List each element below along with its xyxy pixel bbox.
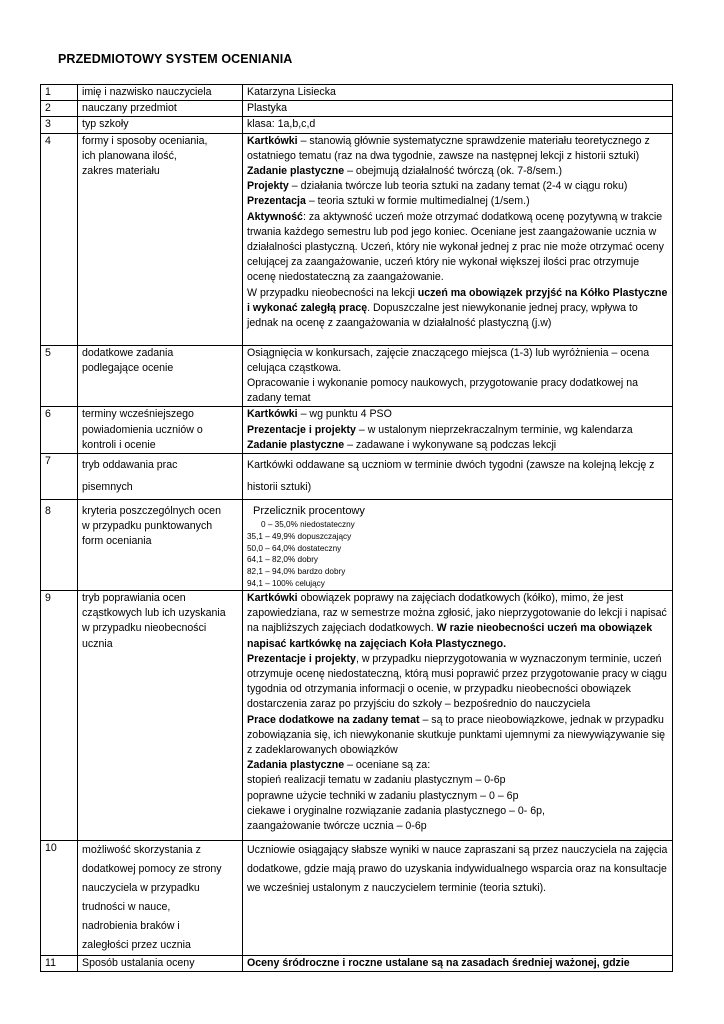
criterion-line: zaangażowanie twórcze ucznia – 0-6p <box>247 820 427 833</box>
label-line: Sposób ustalania oceny <box>82 957 195 970</box>
label-line: zakres materiału <box>82 165 160 178</box>
text: obowiązek poprawy na zajęciach dodatkowych (kółko), mimo, że jest zapowiedziana, raz w semestrze można zgłosić, jako nieprzygotowanie do lekcji i napisać na najbliższych zajęciach dodatkowych. <box>247 592 667 635</box>
paragraph: Opracowanie i wykonanie pomocy naukowych, przygotowanie pracy dodatkowej na zadany temat <box>247 377 639 405</box>
row-label <box>78 101 243 117</box>
grade-scale-heading: Przelicznik procentowy <box>253 505 365 518</box>
label-line: tryb oddawania prac <box>82 459 178 472</box>
table-row <box>41 133 673 345</box>
text: W przypadku nieobecności na lekcji <box>247 286 418 299</box>
bold-term: Oceny śródroczne i roczne ustalane są na zasadach średniej ważonej, gdzie <box>247 957 630 970</box>
label-line: kontroli i ocenie <box>82 438 156 451</box>
criterion-line: stopień realizacji tematu w zadaniu plastycznym – 0-6p <box>247 774 506 787</box>
row-value: Plastyka <box>243 101 673 117</box>
bold-term: Zadanie plastyczne <box>247 165 345 178</box>
line <box>247 423 668 438</box>
label-line: ucznia <box>82 637 113 650</box>
row-value: Uczniowie osiągający słabsze wyniki w nauce zapraszani są przez nauczyciela na zajęcia dodatkowe, gdzie mają prawo do uzyskania indywidualnego wsparcia oraz na konsultacje we wcześniej ustalonym z nauczycielem terminie (teoria sztuki). <box>243 841 673 956</box>
bold-term: Projekty <box>247 180 289 193</box>
bold-term: Kartkówki <box>247 408 298 421</box>
row-number: 10 <box>41 841 78 956</box>
bold-term: Zadania plastyczne <box>247 759 345 772</box>
label-line: ich planowana ilość, <box>82 149 177 162</box>
label-line: dodatkowe zadania <box>82 346 174 359</box>
table-row <box>41 117 673 133</box>
row-label <box>78 500 243 591</box>
table-row <box>41 101 673 117</box>
bold-term: Prezentacje i projekty <box>247 423 356 436</box>
text: : za aktywność uczeń może otrzymać dodatkową ocenę pozytywną w trakcie trwania każdego semestru lub pod jego koniec. Oceniane jest zaangażowanie ucznia w działalności plastyczną. Uczeń, który nie wykonał jednej z prac nie może otrzymać oceny celującej za zaangażowanie, uczeń który nie wykonał większej ilości prac otrzymuje ocenę niedostateczną za zaangażowanie. <box>247 210 664 284</box>
row-value <box>243 345 673 407</box>
page-title: PRZEDMIOTOWY SYSTEM OCENIANIA <box>58 52 293 66</box>
row-value <box>243 591 673 841</box>
label-line: nauczany przedmiot <box>82 102 177 115</box>
label-line: cząstkowych lub ich uzyskania <box>82 607 226 620</box>
line <box>247 438 668 453</box>
row-label <box>78 133 243 345</box>
bold-term: uczeń ma obowiązek przyjść na Kółko Plastyczne i wykonać zaległą pracę <box>247 286 668 314</box>
bold-term: Prezentacja <box>247 195 306 208</box>
label-line: formy i sposoby oceniania, <box>82 134 208 147</box>
row-label <box>78 85 243 101</box>
grade-line: 94,1 – 100% celujący <box>247 579 325 589</box>
row-label <box>78 117 243 133</box>
row-value: klasa: 1a,b,c,d <box>243 117 673 133</box>
row-value <box>243 956 673 972</box>
label-line: w przypadku nieobecności <box>82 622 207 635</box>
label-line: kryteria poszczególnych ocen <box>82 505 221 518</box>
paragraph-zadania <box>247 758 668 773</box>
bold-term: Aktywność <box>247 210 303 223</box>
table-row <box>41 85 673 101</box>
label-line: nadrobienia braków i <box>82 920 180 933</box>
text: – wg punktu 4 PSO <box>297 408 392 421</box>
bold-term: W razie nieobecności uczeń ma obowiązek napisać kartkówkę na zajęciach Koła Plastycznego. <box>247 622 653 650</box>
paragraph-prezentacja <box>247 194 668 209</box>
text: . Dopuszczalne jest niewykonanie jednej pracy, wpływa to jednak na ocenę z zaangażowania w działalność plastyczną (j.w) <box>247 301 638 330</box>
row-number: 5 <box>41 345 78 407</box>
row-number: 11 <box>41 956 78 972</box>
grade-line: 35,1 – 49,9% dopuszczający <box>247 531 352 541</box>
text: – stanowią głównie systematyczne sprawdzenie materiału teoretycznego z ostatniego tematu (raz na dwa tygodnie, zawsze na następnej lekcji z historii sztuki) <box>247 134 650 162</box>
label-line: zaległości przez ucznia <box>82 939 191 952</box>
paragraph-kartkowki <box>247 591 668 652</box>
row-number: 8 <box>41 500 78 591</box>
row-value: Katarzyna Lisiecka <box>243 85 673 101</box>
row-number: 6 <box>41 407 78 454</box>
text: – oceniane są za: <box>344 759 431 772</box>
grade-line: 64,1 – 82,0% dobry <box>247 555 319 565</box>
line <box>247 407 668 422</box>
row-label <box>78 591 243 841</box>
table-row <box>41 407 673 454</box>
paragraph-prezentacje <box>247 652 668 713</box>
label-line: tryb poprawiania ocen <box>82 592 186 605</box>
paragraph: Osiągnięcia w konkursach, zajęcie znaczącego miejsca (1-3) lub wyróżnienia – ocena celująca cząstkowa. <box>247 346 650 374</box>
label-line: trudności w nauce, <box>82 901 171 914</box>
row-number: 7 <box>41 454 78 500</box>
text: – zadawane i wykonywane są podczas lekcji <box>344 438 557 451</box>
text: – są to prace nieobowiązkowe, jednak w przypadku zobowiązania się, ich niewykonanie skutkuje punktami ujemnymi za niewywiązywanie się z zadeklarowanych obowiązków <box>247 713 666 757</box>
label-line: w przypadku punktowanych <box>82 520 213 533</box>
table-row <box>41 345 673 407</box>
grade-line: 82,1 – 94,0% bardzo dobry <box>247 567 346 577</box>
grade-line: 50,0 – 64,0% dostateczny <box>247 543 342 553</box>
row-value <box>243 500 673 591</box>
label-line: dodatkowej pomocy ze strony <box>82 863 222 876</box>
row-label <box>78 454 243 500</box>
row-label <box>78 407 243 454</box>
label-line: nauczyciela w przypadku <box>82 882 200 895</box>
table-row <box>41 841 673 956</box>
bold-term: Prezentacje i projekty <box>247 652 356 665</box>
table-row <box>41 956 673 972</box>
label-line: form oceniania <box>82 535 152 548</box>
bold-term: Kartkówki <box>247 134 298 147</box>
row-label <box>78 345 243 407</box>
paragraph-projekty <box>247 179 668 194</box>
row-label <box>78 956 243 972</box>
grade-line: 0 – 35,0% niedostateczny <box>261 520 355 530</box>
paragraph-zadanie <box>247 164 668 179</box>
row-value <box>243 133 673 345</box>
text: – w ustalonym nieprzekraczalnym terminie, wg kalendarza <box>355 423 633 436</box>
text: – obejmują działalność twórczą (ok. 7-8/sem.) <box>344 165 563 178</box>
criterion-line: poprawne użycie techniki w zadaniu plastycznym – 0 – 6p <box>247 789 519 802</box>
row-number: 3 <box>41 117 78 133</box>
label-line: terminy wcześniejszego <box>82 408 194 421</box>
text: , w przypadku nieprzygotowania w wyznaczonym terminie, uczeń otrzymuje ocenę niedostateczną, którą musi poprawić przez przygotowanie pracy w ciągu tygodnia od otrzymania informacji o ocenie, w przypadku nieobecności obowiązek dostarczenia zaraz po przyjściu do szkoły – bezpośrednio do nauczyciela <box>247 652 667 711</box>
label-line: imię i nazwisko nauczyciela <box>82 86 212 98</box>
row-value <box>243 407 673 454</box>
row-number: 1 <box>41 85 78 101</box>
row-value: Kartkówki oddawane są uczniom w terminie dwóch tygodni (zawsze na kolejną lekcję z historii sztuki) <box>243 454 673 500</box>
grading-table <box>40 84 673 972</box>
row-label <box>78 841 243 956</box>
text: – teoria sztuki w formie multimedialnej (1/sem.) <box>305 195 530 208</box>
label-line: pisemnych <box>82 481 133 494</box>
table-row <box>41 591 673 841</box>
paragraph-kartkowki <box>247 134 668 164</box>
label-line: podlegające ocenie <box>82 361 174 374</box>
bold-term: Zadanie plastyczne <box>247 438 345 451</box>
paragraph-nieobecnosc <box>247 286 668 332</box>
bold-term: Kartkówki <box>247 592 298 605</box>
paragraph-prace-dodatkowe <box>247 713 668 759</box>
label-line: powiadomienia uczniów o <box>82 423 203 436</box>
row-number: 2 <box>41 101 78 117</box>
bold-term: Prace dodatkowe na zadany temat <box>247 713 420 726</box>
table-row <box>41 454 673 500</box>
label-line: typ szkoły <box>82 118 129 131</box>
text: – działania twórcze lub teoria sztuki na zadany temat (2-4 w ciągu roku) <box>288 180 628 193</box>
row-number: 9 <box>41 591 78 841</box>
label-line: możliwość skorzystania z <box>82 844 201 857</box>
row-number: 4 <box>41 133 78 345</box>
table-row <box>41 500 673 591</box>
criterion-line: ciekawe i oryginalne rozwiązanie zadania plastycznego – 0- 6p, <box>247 804 545 817</box>
paragraph-aktywnosc <box>247 210 668 286</box>
